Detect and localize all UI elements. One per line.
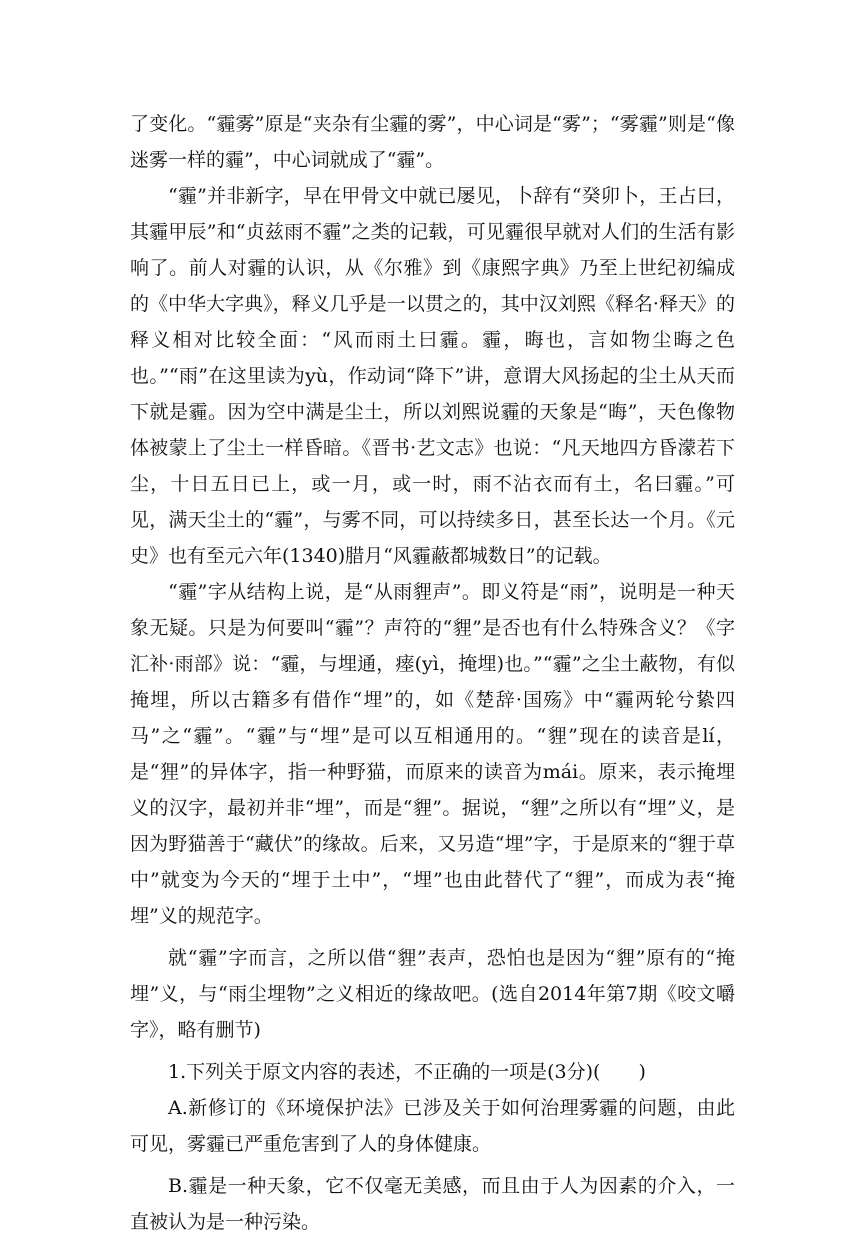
paragraph-structure: “霾”字从结构上说，是“从雨貍声”。即义符是“雨”，说明是一种天象无疑。只是为何要叫“霾”？声符的“貍”是否也有什么特殊含义？《字汇补·雨部》说：“霾，与埋通，瘗(yì，掩埋)也。”“霾”之尘土蔽物，有似掩埋，所以古籍多有借作“埋”的，如《楚辞·国殇》中“霾两轮兮絷四马”之“霾”。“霾”与“埋”是可以互相通用的。“貍”现在的读音是lí，是“狸”的异体字，指一种野猫，而原来的读音为mái。原来，表示掩埋义的汉字，最初并非“埋”，而是“貍”。据说，“貍”之所以有“埋”义，是因为野猫善于“藏伏”的缘故。后来，又另造“埋”字，于是原来的“貍于草中”就变为今天的“埋于土中”，“埋”也由此替代了“貍”，而成为表“掩埋”义的规范字。	[130, 581, 735, 927]
question-option-a: A.新修订的《环境保护法》已涉及关于如何治理雾霾的问题，由此可见，雾霾已严重危害到了人的身体健康。	[130, 1097, 735, 1155]
paragraph-continuation: 了变化。“霾雾”原是“夹杂有尘霾的雾”，中心词是“雾”；“雾霾”则是“像迷雾一样的霾”，中心词就成了“霾”。	[130, 113, 735, 171]
question-stem: 1.下列关于原文内容的表述，不正确的一项是(3分)( )	[168, 1061, 646, 1083]
paragraph-origin: “霾”并非新字，早在甲骨文中就已屡见，卜辞有“癸卯卜，王占曰，其霾甲辰”和“贞兹雨不霾”之类的记载，可见霾很早就对人们的生活有影响了。前人对霾的认识，从《尔雅》到《康熙字典》乃至上世纪初编成的《中华大字典》，释义几乎是一以贯之的，其中汉刘熙《释名·释天》的释义相对比较全面：“风而雨土曰霾。霾，晦也，言如物尘晦之色也。”“雨”在这里读为yù，作动词“降下”讲，意谓大风扬起的尘土从天而下就是霾。因为空中满是尘土，所以刘熙说霾的天象是“晦”，天色像物体被蒙上了尘土一样昏暗。《晋书·艺文志》也说：“凡天地四方昏濛若下尘，十日五日已上，或一月，或一时，雨不沾衣而有土，名曰霾。”可见，满天尘土的“霾”，与雾不同，可以持续多日，甚至长达一个月。《元史》也有至元六年(1340)腊月“风霾蔽都城数日”的记载。	[130, 185, 735, 567]
question-option-b: B.霾是一种天象，它不仅毫无美感，而且由于人为因素的介入，一直被认为是一种污染。	[130, 1175, 735, 1233]
article-body	[130, 106, 735, 1240]
paragraph-conclusion: 就“霾”字而言，之所以借“貍”表声，恐怕也是因为“貍”原有的“掩埋”义，与“雨尘埋物”之义相近的缘故吧。(选自2014年第7期《咬文嚼字》，略有删节)	[130, 947, 735, 1041]
